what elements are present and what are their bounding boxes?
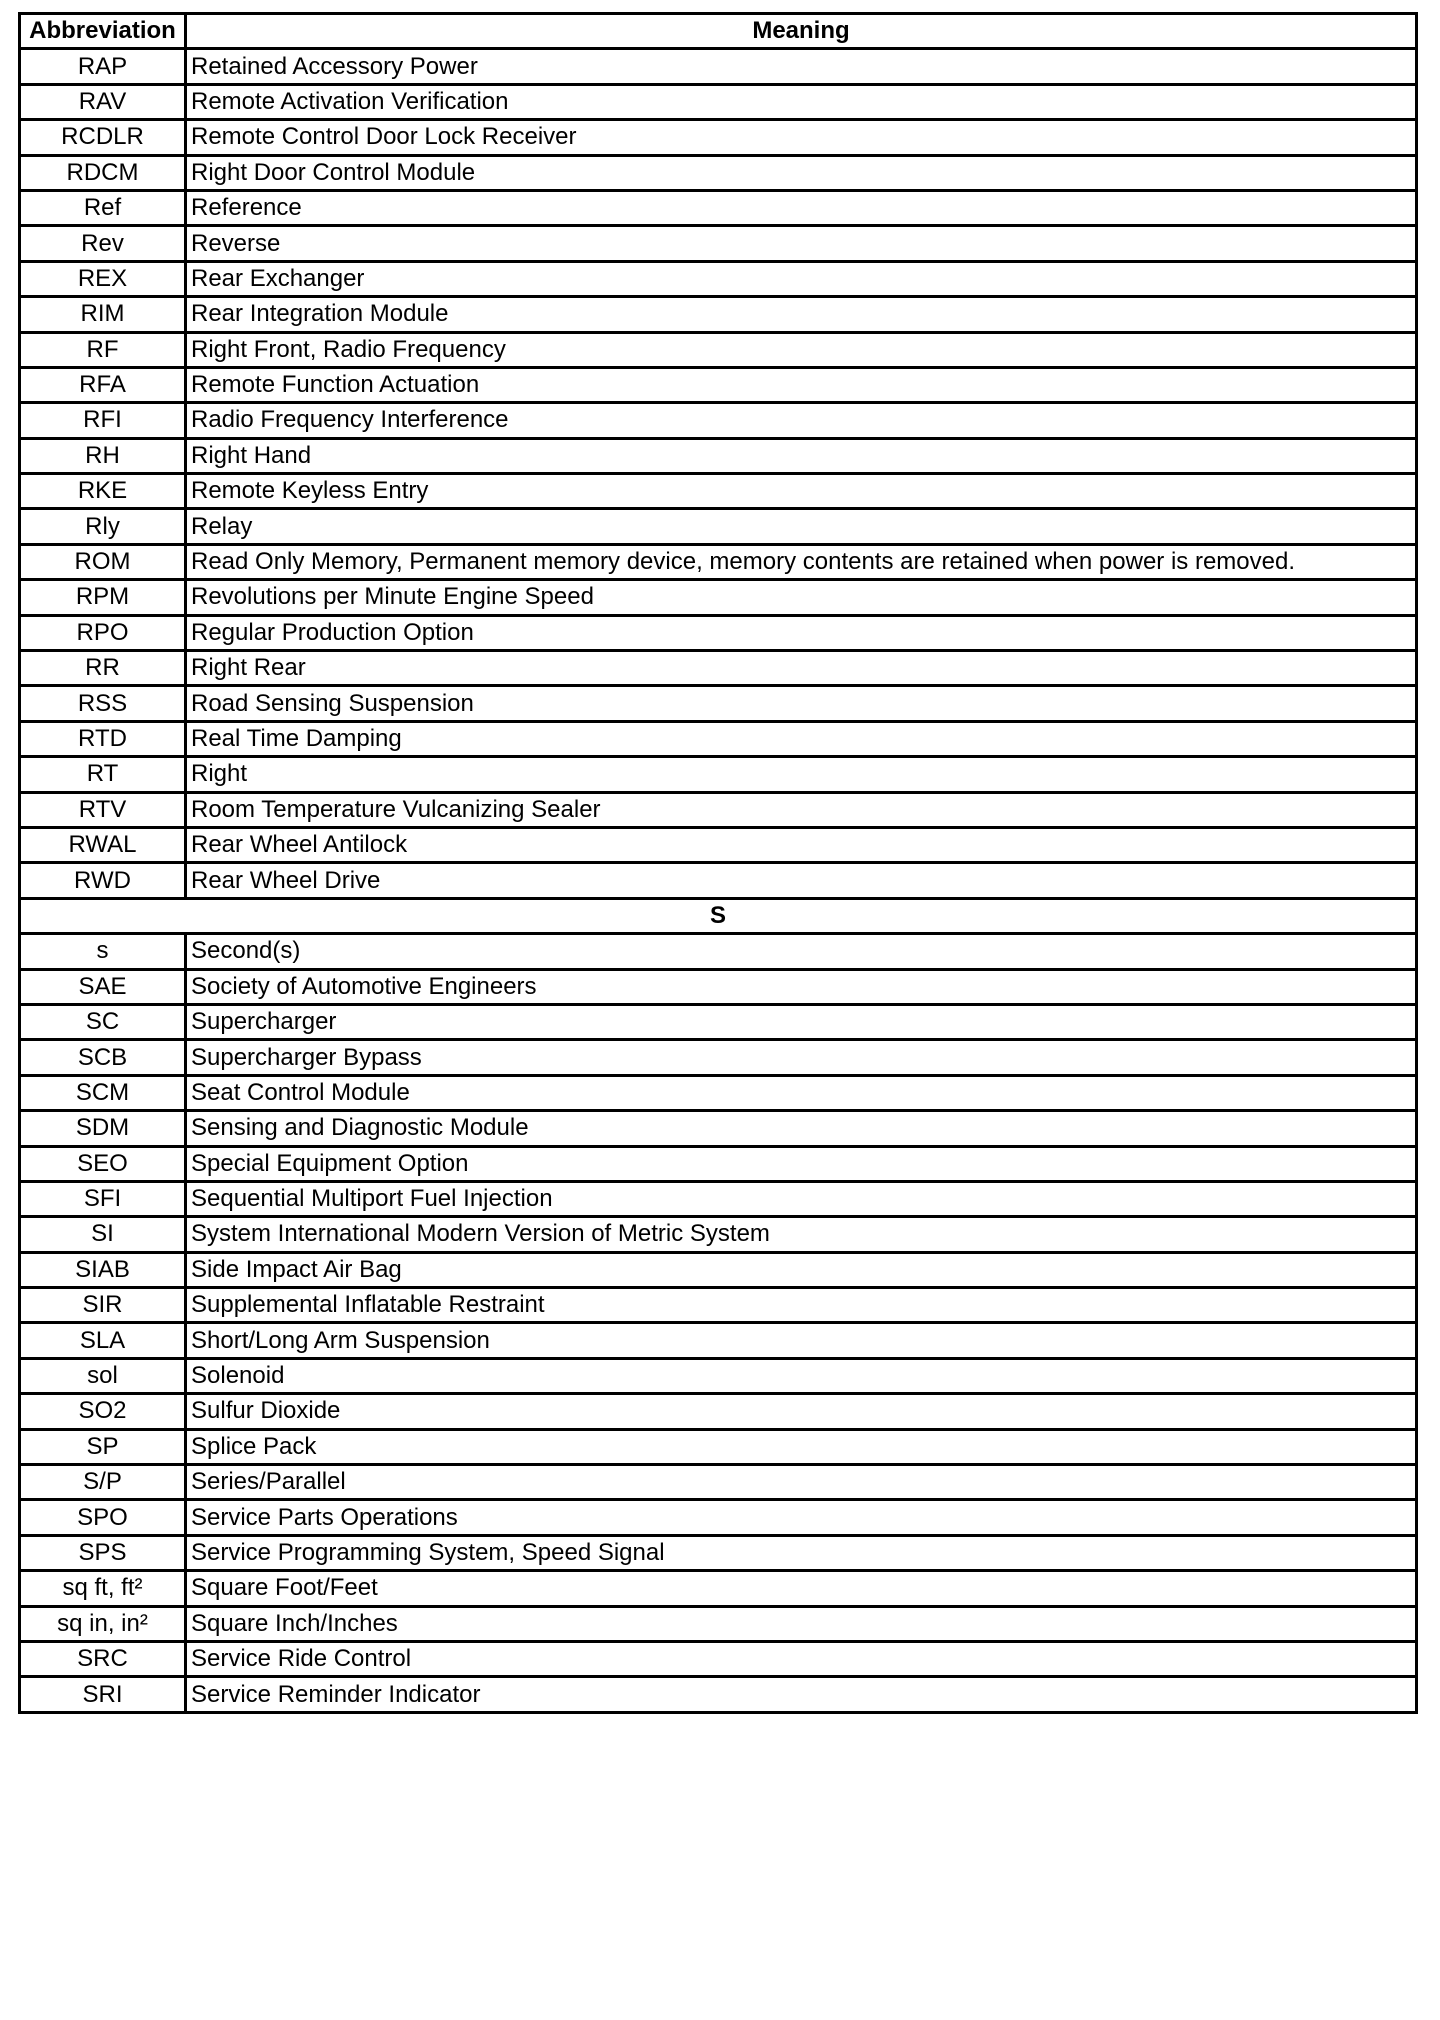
meaning-cell: Splice Pack xyxy=(186,1429,1417,1464)
meaning-cell: Relay xyxy=(186,509,1417,544)
abbreviation-cell: SP xyxy=(20,1429,186,1464)
meaning-cell: Right xyxy=(186,757,1417,792)
abbreviation-cell: RFI xyxy=(20,403,186,438)
abbreviation-cell: RCDLR xyxy=(20,120,186,155)
abbreviation-cell: SFI xyxy=(20,1181,186,1216)
meaning-cell: Service Programming System, Speed Signal xyxy=(186,1535,1417,1570)
abbreviation-cell: SO2 xyxy=(20,1394,186,1429)
abbreviation-cell: ROM xyxy=(20,544,186,579)
table-row xyxy=(20,757,1417,792)
table-row xyxy=(20,474,1417,509)
table-row xyxy=(20,1288,1417,1323)
table-row xyxy=(20,1429,1417,1464)
abbreviation-cell: sq in, in² xyxy=(20,1606,186,1641)
table-row xyxy=(20,1394,1417,1429)
table-row xyxy=(20,1641,1417,1676)
abbreviation-cell: Rev xyxy=(20,226,186,261)
abbreviation-cell: RF xyxy=(20,332,186,367)
table-row xyxy=(20,261,1417,296)
abbreviation-cell: SRI xyxy=(20,1677,186,1712)
meaning-cell: Right Rear xyxy=(186,651,1417,686)
meaning-cell: Road Sensing Suspension xyxy=(186,686,1417,721)
abbreviation-cell: RWD xyxy=(20,863,186,898)
abbreviation-cell: RPM xyxy=(20,580,186,615)
table-row xyxy=(20,721,1417,756)
table-row xyxy=(20,1111,1417,1146)
meaning-cell: Service Parts Operations xyxy=(186,1500,1417,1535)
abbreviation-cell: REX xyxy=(20,261,186,296)
abbreviation-cell: RTD xyxy=(20,721,186,756)
abbreviation-cell: RH xyxy=(20,438,186,473)
meaning-cell: Sensing and Diagnostic Module xyxy=(186,1111,1417,1146)
table-row xyxy=(20,84,1417,119)
table-row xyxy=(20,1535,1417,1570)
meaning-cell: Rear Integration Module xyxy=(186,297,1417,332)
table-row xyxy=(20,155,1417,190)
table-row xyxy=(20,651,1417,686)
table-row xyxy=(20,120,1417,155)
meaning-cell: Service Reminder Indicator xyxy=(186,1677,1417,1712)
table-header-row xyxy=(20,14,1417,49)
table-row xyxy=(20,934,1417,969)
table-row xyxy=(20,1323,1417,1358)
abbreviation-cell: RT xyxy=(20,757,186,792)
meaning-cell: Radio Frequency Interference xyxy=(186,403,1417,438)
meaning-cell: Right Door Control Module xyxy=(186,155,1417,190)
meaning-cell: Remote Keyless Entry xyxy=(186,474,1417,509)
meaning-cell: Supercharger Bypass xyxy=(186,1040,1417,1075)
abbreviation-cell: Rly xyxy=(20,509,186,544)
meaning-cell: Short/Long Arm Suspension xyxy=(186,1323,1417,1358)
meaning-cell: Retained Accessory Power xyxy=(186,49,1417,84)
meaning-cell: Service Ride Control xyxy=(186,1641,1417,1676)
table-row xyxy=(20,1606,1417,1641)
table-row xyxy=(20,297,1417,332)
table-row xyxy=(20,1217,1417,1252)
meaning-cell: Supercharger xyxy=(186,1004,1417,1039)
meaning-cell: Real Time Damping xyxy=(186,721,1417,756)
table-row xyxy=(20,332,1417,367)
abbreviation-cell: SIR xyxy=(20,1288,186,1323)
meaning-cell: Second(s) xyxy=(186,934,1417,969)
meaning-cell: Remote Control Door Lock Receiver xyxy=(186,120,1417,155)
section-r-rows xyxy=(20,49,1417,898)
meaning-cell: Solenoid xyxy=(186,1358,1417,1393)
meaning-cell: Rear Exchanger xyxy=(186,261,1417,296)
table-row xyxy=(20,1677,1417,1712)
meaning-cell: Series/Parallel xyxy=(186,1465,1417,1500)
abbreviation-cell: SAE xyxy=(20,969,186,1004)
meaning-cell: Square Foot/Feet xyxy=(186,1571,1417,1606)
meaning-cell: Revolutions per Minute Engine Speed xyxy=(186,580,1417,615)
table-row xyxy=(20,403,1417,438)
meaning-cell: Society of Automotive Engineers xyxy=(186,969,1417,1004)
meaning-cell: Square Inch/Inches xyxy=(186,1606,1417,1641)
table-row xyxy=(20,615,1417,650)
abbreviation-cell: SRC xyxy=(20,1641,186,1676)
abbreviation-cell: RSS xyxy=(20,686,186,721)
table-row xyxy=(20,686,1417,721)
meaning-cell: System International Modern Version of Metric System xyxy=(186,1217,1417,1252)
section-s-header xyxy=(20,898,1417,933)
abbreviation-cell: RAP xyxy=(20,49,186,84)
table-row xyxy=(20,49,1417,84)
header-abbreviation: Abbreviation xyxy=(20,14,186,49)
meaning-cell: Special Equipment Option xyxy=(186,1146,1417,1181)
meaning-cell: Room Temperature Vulcanizing Sealer xyxy=(186,792,1417,827)
abbreviation-cell: sol xyxy=(20,1358,186,1393)
meaning-cell: Remote Activation Verification xyxy=(186,84,1417,119)
table-row xyxy=(20,792,1417,827)
table-row xyxy=(20,863,1417,898)
table-row xyxy=(20,1465,1417,1500)
meaning-cell: Seat Control Module xyxy=(186,1075,1417,1110)
abbreviation-cell: RWAL xyxy=(20,827,186,862)
table-row xyxy=(20,580,1417,615)
abbreviation-cell: SDM xyxy=(20,1111,186,1146)
table-row xyxy=(20,509,1417,544)
abbreviation-cell: RKE xyxy=(20,474,186,509)
header-meaning: Meaning xyxy=(186,14,1417,49)
table-row xyxy=(20,438,1417,473)
table-row xyxy=(20,1571,1417,1606)
table-row xyxy=(20,1040,1417,1075)
abbreviation-cell: SEO xyxy=(20,1146,186,1181)
meaning-cell: Regular Production Option xyxy=(186,615,1417,650)
table-row xyxy=(20,1146,1417,1181)
abbreviation-cell: SI xyxy=(20,1217,186,1252)
section-header-row xyxy=(20,898,1417,933)
table-row xyxy=(20,1500,1417,1535)
table-row xyxy=(20,1075,1417,1110)
table-row xyxy=(20,226,1417,261)
abbreviation-table xyxy=(18,12,1418,1714)
meaning-cell: Rear Wheel Drive xyxy=(186,863,1417,898)
abbreviation-cell: SCB xyxy=(20,1040,186,1075)
abbreviation-cell: SPS xyxy=(20,1535,186,1570)
meaning-cell: Reference xyxy=(186,190,1417,225)
table-row xyxy=(20,1181,1417,1216)
abbreviation-cell: SC xyxy=(20,1004,186,1039)
abbreviation-cell: Ref xyxy=(20,190,186,225)
abbreviation-cell: SIAB xyxy=(20,1252,186,1287)
abbreviation-cell: RFA xyxy=(20,367,186,402)
abbreviation-cell: S/P xyxy=(20,1465,186,1500)
section-s-rows xyxy=(20,934,1417,1713)
abbreviation-cell: RDCM xyxy=(20,155,186,190)
meaning-cell: Right Hand xyxy=(186,438,1417,473)
table-row xyxy=(20,544,1417,579)
abbreviation-cell: RIM xyxy=(20,297,186,332)
meaning-cell: Sequential Multiport Fuel Injection xyxy=(186,1181,1417,1216)
table-row xyxy=(20,827,1417,862)
table-row xyxy=(20,190,1417,225)
table-row xyxy=(20,1252,1417,1287)
meaning-cell: Right Front, Radio Frequency xyxy=(186,332,1417,367)
meaning-cell: Sulfur Dioxide xyxy=(186,1394,1417,1429)
meaning-cell: Side Impact Air Bag xyxy=(186,1252,1417,1287)
abbreviation-cell: RR xyxy=(20,651,186,686)
abbreviation-cell: SLA xyxy=(20,1323,186,1358)
abbreviation-cell: sq ft, ft² xyxy=(20,1571,186,1606)
table-row xyxy=(20,1004,1417,1039)
abbreviation-cell: RAV xyxy=(20,84,186,119)
meaning-cell: Supplemental Inflatable Restraint xyxy=(186,1288,1417,1323)
table-row xyxy=(20,367,1417,402)
meaning-cell: Rear Wheel Antilock xyxy=(186,827,1417,862)
abbreviation-cell: RTV xyxy=(20,792,186,827)
table-row xyxy=(20,1358,1417,1393)
abbreviation-cell: s xyxy=(20,934,186,969)
abbreviation-cell: SPO xyxy=(20,1500,186,1535)
abbreviation-cell: SCM xyxy=(20,1075,186,1110)
abbreviation-cell: RPO xyxy=(20,615,186,650)
table-row xyxy=(20,969,1417,1004)
meaning-cell: Read Only Memory, Permanent memory device, memory contents are retained when power is removed. xyxy=(186,544,1417,579)
meaning-cell: Reverse xyxy=(186,226,1417,261)
meaning-cell: Remote Function Actuation xyxy=(186,367,1417,402)
section-label-s: S xyxy=(20,898,1417,933)
